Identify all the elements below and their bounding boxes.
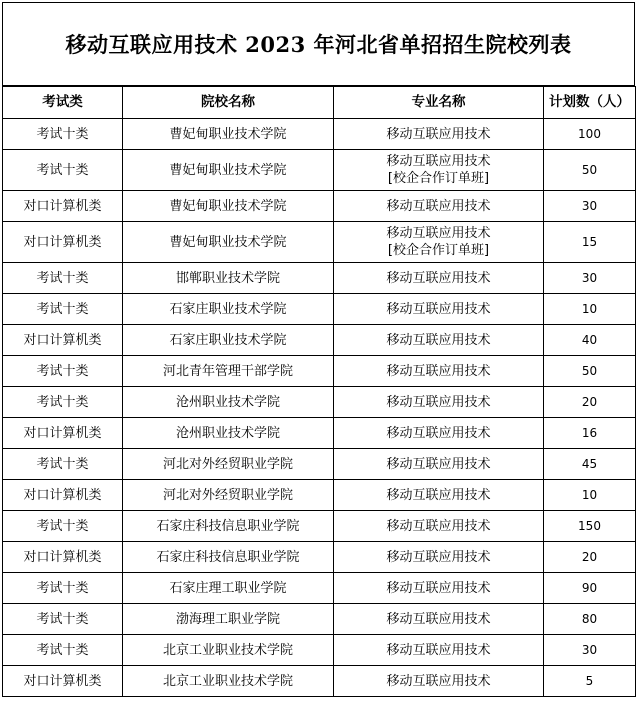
cell-major-name	[334, 150, 544, 191]
major-line: 移动互联应用技术	[386, 487, 491, 503]
table-row	[3, 356, 636, 387]
cell-major-name	[334, 480, 544, 511]
major-line: [校企合作订单班]	[387, 243, 490, 258]
cell-exam-type: 对口计算机类	[3, 325, 123, 356]
cell-plan-count: 90	[544, 573, 636, 604]
table-row	[3, 666, 636, 697]
cell-exam-type: 考试十类	[3, 449, 123, 480]
cell-plan-count: 150	[544, 511, 636, 542]
cell-plan-count: 20	[544, 387, 636, 418]
cell-school-name: 石家庄职业技术学院	[123, 325, 334, 356]
cell-school-name: 沧州职业技术学院	[123, 418, 334, 449]
cell-school-name: 石家庄科技信息职业学院	[123, 542, 334, 573]
major-line: 移动互联应用技术	[386, 394, 491, 410]
cell-school-name: 河北青年管理干部学院	[123, 356, 334, 387]
table-row	[3, 387, 636, 418]
cell-exam-type: 对口计算机类	[3, 480, 123, 511]
cell-school-name: 渤海理工职业学院	[123, 604, 334, 635]
cell-school-name: 北京工业职业技术学院	[123, 666, 334, 697]
major-line: 移动互联应用技术	[386, 154, 491, 169]
cell-school-name: 河北对外经贸职业学院	[123, 480, 334, 511]
cell-plan-count: 50	[544, 150, 636, 191]
cell-exam-type: 对口计算机类	[3, 191, 123, 222]
document-title: 移动互联应用技术 2023 年河北省单招招生院校列表	[2, 2, 635, 86]
cell-major-name	[334, 387, 544, 418]
major-line: 移动互联应用技术	[386, 198, 491, 214]
cell-exam-type: 考试十类	[3, 294, 123, 325]
table-header-row	[3, 87, 636, 119]
cell-exam-type: 考试十类	[3, 263, 123, 294]
major-line: 移动互联应用技术	[386, 518, 491, 534]
cell-exam-type: 考试十类	[3, 387, 123, 418]
cell-exam-type: 考试十类	[3, 150, 123, 191]
cell-major-name	[334, 119, 544, 150]
major-line: [校企合作订单班]	[387, 171, 490, 186]
schools-table	[2, 86, 636, 697]
cell-major-name	[334, 325, 544, 356]
cell-plan-count: 50	[544, 356, 636, 387]
major-line: 移动互联应用技术	[386, 673, 491, 689]
cell-major-name	[334, 511, 544, 542]
header-school-name: 院校名称	[123, 87, 334, 119]
table-row	[3, 222, 636, 263]
major-line: 移动互联应用技术	[386, 580, 491, 596]
cell-plan-count: 20	[544, 542, 636, 573]
table-body	[3, 119, 636, 697]
table-row	[3, 604, 636, 635]
table-row	[3, 263, 636, 294]
cell-exam-type: 考试十类	[3, 356, 123, 387]
major-line: 移动互联应用技术	[386, 301, 491, 317]
table-row	[3, 573, 636, 604]
cell-major-name	[334, 542, 544, 573]
cell-major-name	[334, 418, 544, 449]
cell-exam-type: 考试十类	[3, 573, 123, 604]
table-row	[3, 635, 636, 666]
cell-school-name: 石家庄理工职业学院	[123, 573, 334, 604]
cell-major-name	[334, 222, 544, 263]
cell-exam-type: 对口计算机类	[3, 418, 123, 449]
major-line: 移动互联应用技术	[386, 226, 491, 241]
cell-plan-count: 10	[544, 480, 636, 511]
cell-plan-count: 80	[544, 604, 636, 635]
major-line: 移动互联应用技术	[386, 456, 491, 472]
table-row	[3, 150, 636, 191]
major-line: 移动互联应用技术	[386, 126, 491, 142]
cell-plan-count: 30	[544, 263, 636, 294]
header-plan-count: 计划数（人）	[544, 87, 636, 119]
table-row	[3, 191, 636, 222]
cell-major-name	[334, 573, 544, 604]
cell-major-name	[334, 449, 544, 480]
cell-plan-count: 16	[544, 418, 636, 449]
cell-school-name: 曹妃甸职业技术学院	[123, 222, 334, 263]
cell-exam-type: 考试十类	[3, 511, 123, 542]
cell-plan-count: 30	[544, 191, 636, 222]
cell-exam-type: 对口计算机类	[3, 222, 123, 263]
cell-school-name: 石家庄科技信息职业学院	[123, 511, 334, 542]
cell-school-name: 石家庄职业技术学院	[123, 294, 334, 325]
major-line: 移动互联应用技术	[386, 611, 491, 627]
document-sheet	[2, 2, 635, 697]
cell-plan-count: 30	[544, 635, 636, 666]
table-row	[3, 511, 636, 542]
cell-school-name: 曹妃甸职业技术学院	[123, 191, 334, 222]
table-row	[3, 542, 636, 573]
cell-school-name: 河北对外经贸职业学院	[123, 449, 334, 480]
cell-major-name	[334, 666, 544, 697]
cell-plan-count: 10	[544, 294, 636, 325]
cell-major-name	[334, 356, 544, 387]
major-line: 移动互联应用技术	[386, 332, 491, 348]
table-row	[3, 325, 636, 356]
cell-plan-count: 100	[544, 119, 636, 150]
cell-exam-type: 考试十类	[3, 635, 123, 666]
cell-school-name: 曹妃甸职业技术学院	[123, 119, 334, 150]
cell-plan-count: 15	[544, 222, 636, 263]
table-row	[3, 480, 636, 511]
table-row	[3, 418, 636, 449]
cell-plan-count: 5	[544, 666, 636, 697]
table-row	[3, 119, 636, 150]
table-row	[3, 294, 636, 325]
cell-plan-count: 40	[544, 325, 636, 356]
cell-school-name: 邯郸职业技术学院	[123, 263, 334, 294]
cell-school-name: 北京工业职业技术学院	[123, 635, 334, 666]
table-row	[3, 449, 636, 480]
header-major-name: 专业名称	[334, 87, 544, 119]
cell-major-name	[334, 635, 544, 666]
cell-school-name: 沧州职业技术学院	[123, 387, 334, 418]
cell-major-name	[334, 294, 544, 325]
cell-exam-type: 考试十类	[3, 119, 123, 150]
cell-plan-count: 45	[544, 449, 636, 480]
cell-major-name	[334, 191, 544, 222]
cell-major-name	[334, 604, 544, 635]
major-line: 移动互联应用技术	[386, 363, 491, 379]
header-exam-type: 考试类	[3, 87, 123, 119]
cell-exam-type: 考试十类	[3, 604, 123, 635]
cell-major-name	[334, 263, 544, 294]
cell-exam-type: 对口计算机类	[3, 666, 123, 697]
major-line: 移动互联应用技术	[386, 549, 491, 565]
major-line: 移动互联应用技术	[386, 270, 491, 286]
major-line: 移动互联应用技术	[386, 425, 491, 441]
cell-school-name: 曹妃甸职业技术学院	[123, 150, 334, 191]
major-line: 移动互联应用技术	[386, 642, 491, 658]
cell-exam-type: 对口计算机类	[3, 542, 123, 573]
